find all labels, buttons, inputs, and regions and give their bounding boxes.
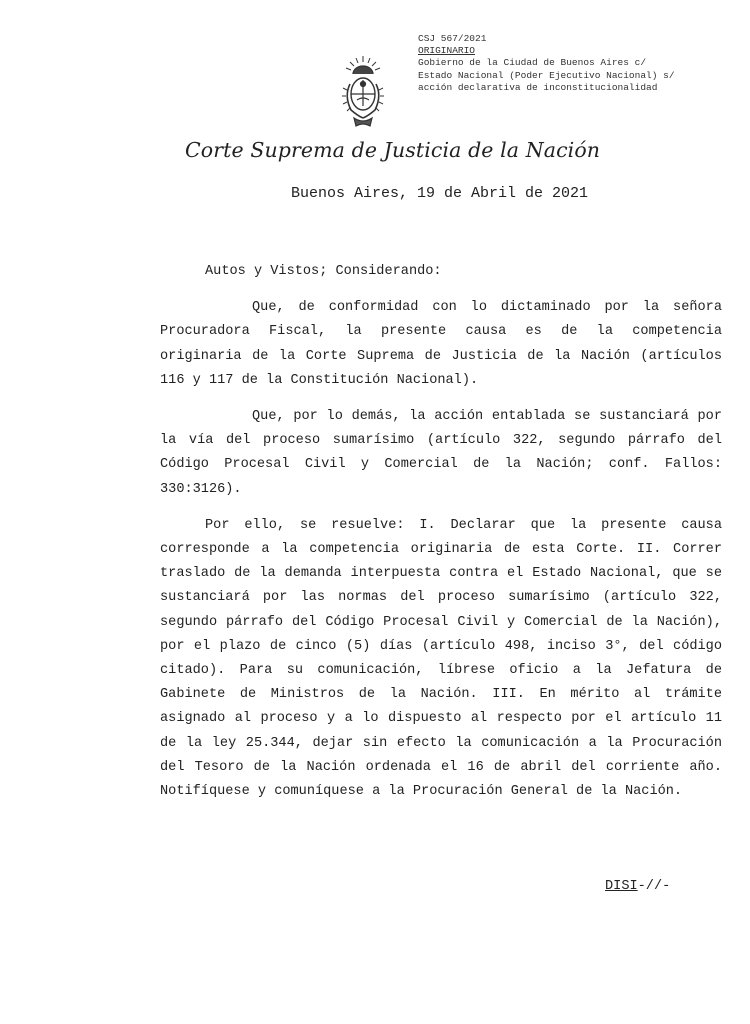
resolution-body xyxy=(160,260,722,816)
paragraph-competence: Que, de conformidad con lo dictaminado por la señora Procuradora Fiscal, la presente causa es de la competencia originaria de la Corte Suprema de Justicia de la Nación (artículos 116 y 117 de la Constitución Nacional). xyxy=(160,300,722,388)
considerations-heading: Autos y Vistos; Considerando: xyxy=(205,264,442,279)
paragraph-resolution: Por ello, se resuelve: I. Declarar que la presente causa corresponde a la competencia originaria de esta Corte. II. Correr traslado de la demanda interpuesta contra el Estado Nacional, que se sustanciará por las normas del proceso sumarísimo (artículo 322, segundo párrafo del Código Procesal Civil y Comercial de la Nación), por el plazo de cinco (5) días (artículo 498, inciso 3°, del código citado). Para su comunicación, líbrese oficio a la Jefatura de Gabinete de Ministros de la Nación. III. En mérito al trámite asignado al proceso y a lo dispuesto al respecto por el artículo 11 de la ley 25.344, dejar sin efecto la comunicación a la Procuración del Tesoro de la Nación ordenada el 16 de abril del corriente año. Notifíquese y comuníquese a la Procuración General de la Nación. xyxy=(160,517,722,800)
jurisdiction-label: ORIGINARIO xyxy=(418,45,476,57)
paragraph-procedure: Que, por lo demás, la acción entablada se sustanciará por la vía del proceso sumarísimo (artículo 322, segundo párrafo del Código Procesal Civil y Comercial de la Nación; conf. Fallos: 330:3126). xyxy=(160,409,722,497)
case-header xyxy=(418,33,710,94)
court-name: Corte Suprema de Justicia de la Nación xyxy=(185,138,601,162)
parties-line-2: Estado Nacional (Poder Ejecutivo Nacional) s/ xyxy=(418,69,675,81)
continuation-suffix: -//- xyxy=(637,879,671,894)
parties-line-3: acción declarativa de inconstitucionalidad xyxy=(418,81,658,93)
case-number: CSJ 567/2021 xyxy=(418,33,487,44)
continuation-mark xyxy=(605,879,670,894)
disi-label: DISI xyxy=(605,879,638,894)
date-line: Buenos Aires, 19 de Abril de 2021 xyxy=(291,185,589,202)
argentine-coat-of-arms-icon xyxy=(336,54,390,130)
parties-line-1: Gobierno de la Ciudad de Buenos Aires c/ xyxy=(418,57,647,69)
